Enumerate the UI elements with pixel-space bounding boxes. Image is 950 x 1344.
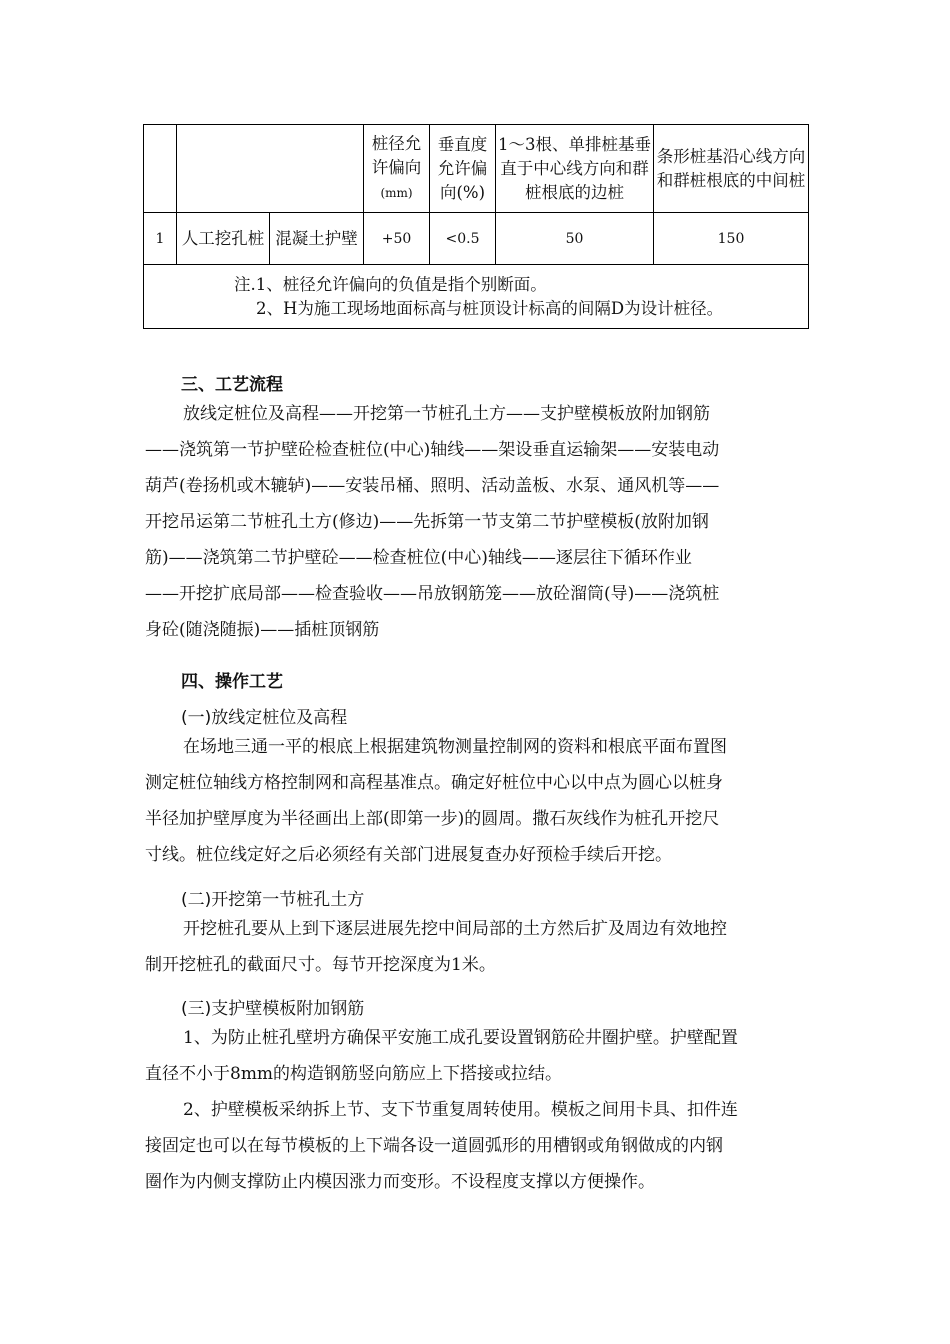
vertical-tolerance-value: <0.5 [430,213,496,265]
table-notes [144,265,809,329]
subsection-heading: (二)开挖第一节桩孔土方 [181,890,365,910]
pile-tolerance-table [143,124,809,329]
section-heading: 三、工艺流程 [181,375,283,395]
header-vertical-tolerance: 垂直度允许偏向(%) [430,125,496,213]
subsection3-paragraph-2: 2、护壁模板采纳拆上节、支下节重复周转使用。模板之间用卡具、扣件连 接固定也可以在每节模板的上下端各设一道圆弧形的用槽钢或角钢做成的内钢 圈作为内侧支撑防止内模因涨力而变形。不设程度支撑以方便操作。 [145,1100,738,1192]
edge-pile-value: 50 [496,213,654,265]
subsection3-paragraph-1: 1、为防止桩孔壁坍方确保平安施工成孔要设置钢筋砼井圈护壁。护壁配置 直径不小于8mm的构造钢筋竖向筋应上下搭接或拉结。 [145,1028,738,1084]
row-number: 1 [144,213,177,265]
header-cell-empty [144,125,177,213]
subsection-heading: (一)放线定桩位及高程 [181,708,348,728]
table-header-row [144,125,809,213]
subsection-heading: (三)支护壁模板附加钢筋 [181,999,365,1019]
table-notes-row [144,265,809,329]
note-line: 2、H为施工现场地面标高与桩顶设计标高的间隔D为设计桩径。 [256,298,724,318]
section3-paragraph: 放线定桩位及高程——开挖第一节桩孔土方——支护壁模板放附加钢筋 ——浇筑第一节护壁砼检查桩位(中心)轴线——架设垂直运输架——安装电动 葫芦(卷扬机或木辘轳)——安装吊桶、照明、活动盖板、水泵、通风机等—— 开挖吊运第二节桩孔土方(修边)——先拆第一节支第二节护壁模板(放附加钢 筋)——浇筑第二节护壁砼——检查桩位(中心)轴线——逐层往下循环作业 ——开挖扩底局部——检查验收——吊放钢筋笼——放砼溜筒(导)——浇筑桩 身砼(随浇随振)——插桩顶钢筋 [145,404,720,640]
table-row [144,213,809,265]
header-diameter-tolerance: 桩径允许偏向 (mm) [364,125,430,213]
header-edge-pile: 1～3根、单排桩基垂直于中心线方向和群桩根底的边桩 [496,125,654,213]
subsection1-paragraph: 在场地三通一平的根底上根据建筑物测量控制网的资料和根底平面布置图 测定桩位轴线方格控制网和高程基准点。确定好桩位中心以中点为圆心以桩身 半径加护壁厚度为半径画出上部(即第一步)的圆周。撒石灰线作为桩孔开挖尺 寸线。桩位线定好之后必须经有关部门进展复查办好预检手续后开挖。 [145,737,727,865]
wall-type: 混凝土护壁 [270,213,364,265]
section-heading: 四、操作工艺 [181,672,283,692]
pile-type: 人工挖孔桩 [177,213,270,265]
diameter-tolerance-value: +50 [364,213,430,265]
subsection2-paragraph: 开挖桩孔要从上到下逐层进展先挖中间局部的土方然后扩及周边有效地控 制开挖桩孔的截面尺寸。每节开挖深度为1米。 [145,919,727,975]
middle-pile-value: 150 [654,213,809,265]
header-middle-pile: 条形桩基沿心线方向和群桩根底的中间桩 [654,125,809,213]
note-line: 注.1、桩径允许偏向的负值是指个别断面。 [234,274,547,294]
header-cell-empty [177,125,364,213]
